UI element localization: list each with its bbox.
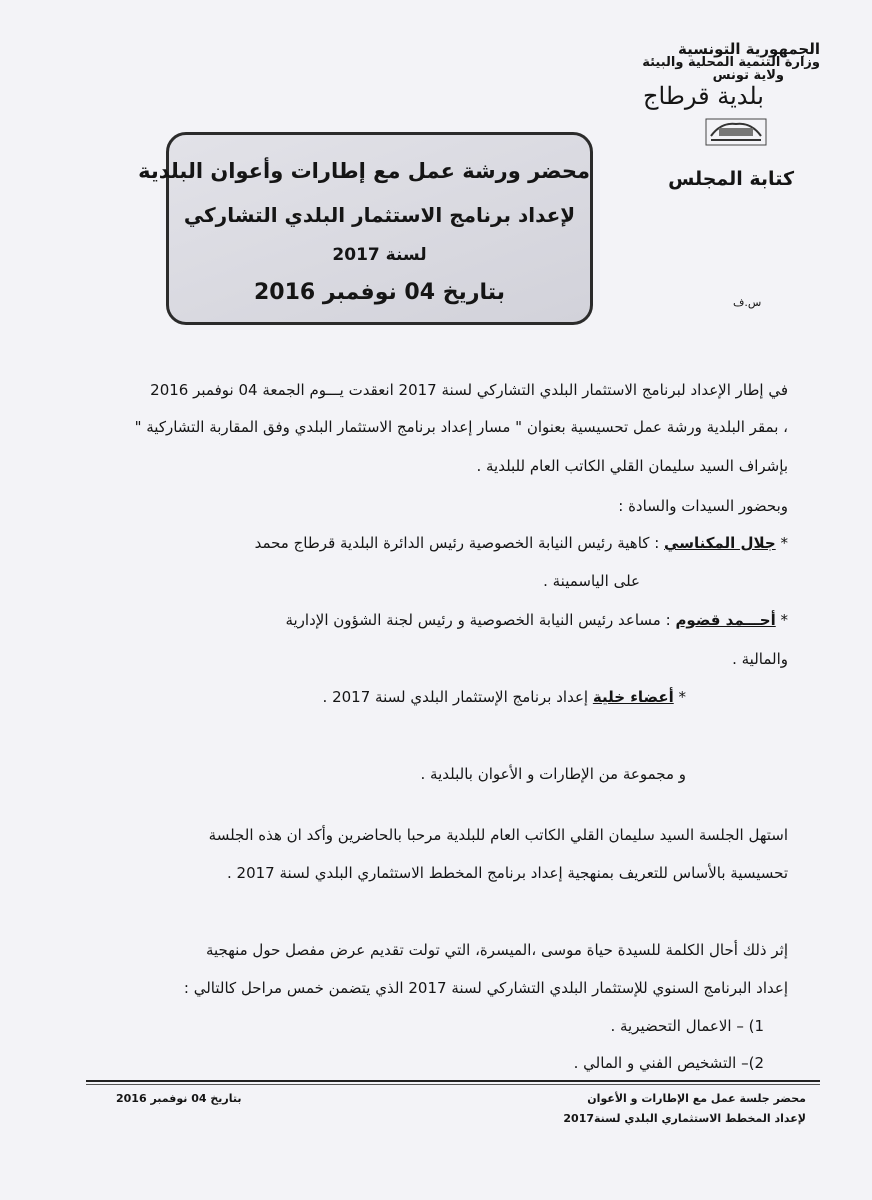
- para3-line-1: إثر ذلك أحال الكلمة للسيدة حياة موسى ،الميسرة، التي تولت تقديم عرض مفصل حول منهجية: [205, 941, 788, 959]
- title-line-1: محضر ورشة عمل مع إطارات وأعوان البلدية: [138, 159, 590, 183]
- attendee-1-cont: على الياسمينة .: [543, 572, 640, 590]
- footer-rule-thin: [86, 1084, 820, 1085]
- governorate-label: ولاية تونس: [712, 68, 784, 83]
- municipality-label: بلدية قرطاج: [642, 82, 764, 110]
- attendee-2: [285, 611, 788, 629]
- bullet: *: [780, 534, 788, 552]
- footer-title-1: محضر جلسة عمل مع الإطارات و الأعوان: [587, 1092, 806, 1105]
- title-box: [138, 132, 593, 325]
- attendee-2-role: : مساعد رئيس النيابة الخصوصية و رئيس لجنة الشؤون الإدارية: [285, 611, 671, 629]
- attendee-2-name: أحـــمد قضوم: [675, 611, 776, 629]
- attendee-1: [255, 534, 788, 552]
- municipality-seal-icon: [705, 118, 767, 146]
- para3-line-2: إعداد البرنامج السنوي للإستثمار البلدي التشاركي لسنة 2017 الذي يتضمن خمس مراحل كالتالي :: [183, 979, 788, 997]
- republic-label: الجمهورية التونسية: [678, 40, 820, 58]
- attendee-2-cont: والمالية .: [732, 650, 788, 668]
- intro-line-2: ، بمقر البلدية ورشة عمل تحسيسية بعنوان " مسار إعداد برنامج الاستثمار البلدي وفق المقاربة التشاركية ": [134, 418, 788, 436]
- title-date: بتاريخ 04 نوفمبر 2016: [253, 280, 505, 305]
- bullet: *: [678, 688, 686, 706]
- para2-line-2: تحسيسية بالأساس للتعريف بمنهجية إعداد برنامج المخطط الاستثماري البلدي لسنة 2017 .: [226, 864, 788, 882]
- footer-date: بتاريخ 04 نوفمبر 2016: [116, 1092, 242, 1105]
- department-label: كتابة المجلس: [668, 168, 794, 190]
- bullet: *: [780, 611, 788, 629]
- title-line-3: لسنة 2017: [332, 245, 427, 265]
- ministry-label: وزارة التنمية المحلية والبيئة: [642, 55, 820, 70]
- attendance-label: وبحضور السيدات والسادة :: [618, 497, 788, 515]
- footer-title-2: لإعداد المخطط الاستثماري البلدي لسنة2017: [563, 1112, 806, 1125]
- intro-line-3: بإشراف السيد سليمان القلي الكاتب العام للبلدية .: [476, 457, 788, 475]
- step-2: 2)– التشخيص الفني و المالي .: [573, 1054, 764, 1072]
- attendee-3-role: إعداد برنامج الإستثمار البلدي لسنة 2017 .: [322, 688, 589, 706]
- attendee-3: [323, 688, 686, 706]
- title-line-2: لإعداد برنامج الاستثمار البلدي التشاركي: [183, 203, 576, 227]
- intro-line-1: في إطار الإعداد لبرنامج الاستثمار البلدي التشاركي لسنة 2017 انعقدت يـــوم الجمعة 04 نوفمبر 2016: [150, 381, 788, 399]
- footer-rule: [86, 1080, 820, 1082]
- attendee-3-name: أعضاء خلية: [592, 688, 674, 706]
- attendee-1-name: جلال المكناسي: [664, 534, 776, 552]
- step-1: 1) – الاعمال التحضيرية .: [610, 1017, 764, 1035]
- group-line: و مجموعة من الإطارات و الأعوان بالبلدية .: [420, 765, 686, 783]
- attendee-1-role: : كاهية رئيس النيابة الخصوصية رئيس الدائرة البلدية قرطاج محمد: [254, 534, 660, 552]
- para2-line-1: استهل الجلسة السيد سليمان القلي الكاتب العام للبلدية مرحبا بالحاضرين وأكد ان هذه الجلسة: [208, 826, 788, 844]
- reference-label: س.ف: [733, 296, 762, 309]
